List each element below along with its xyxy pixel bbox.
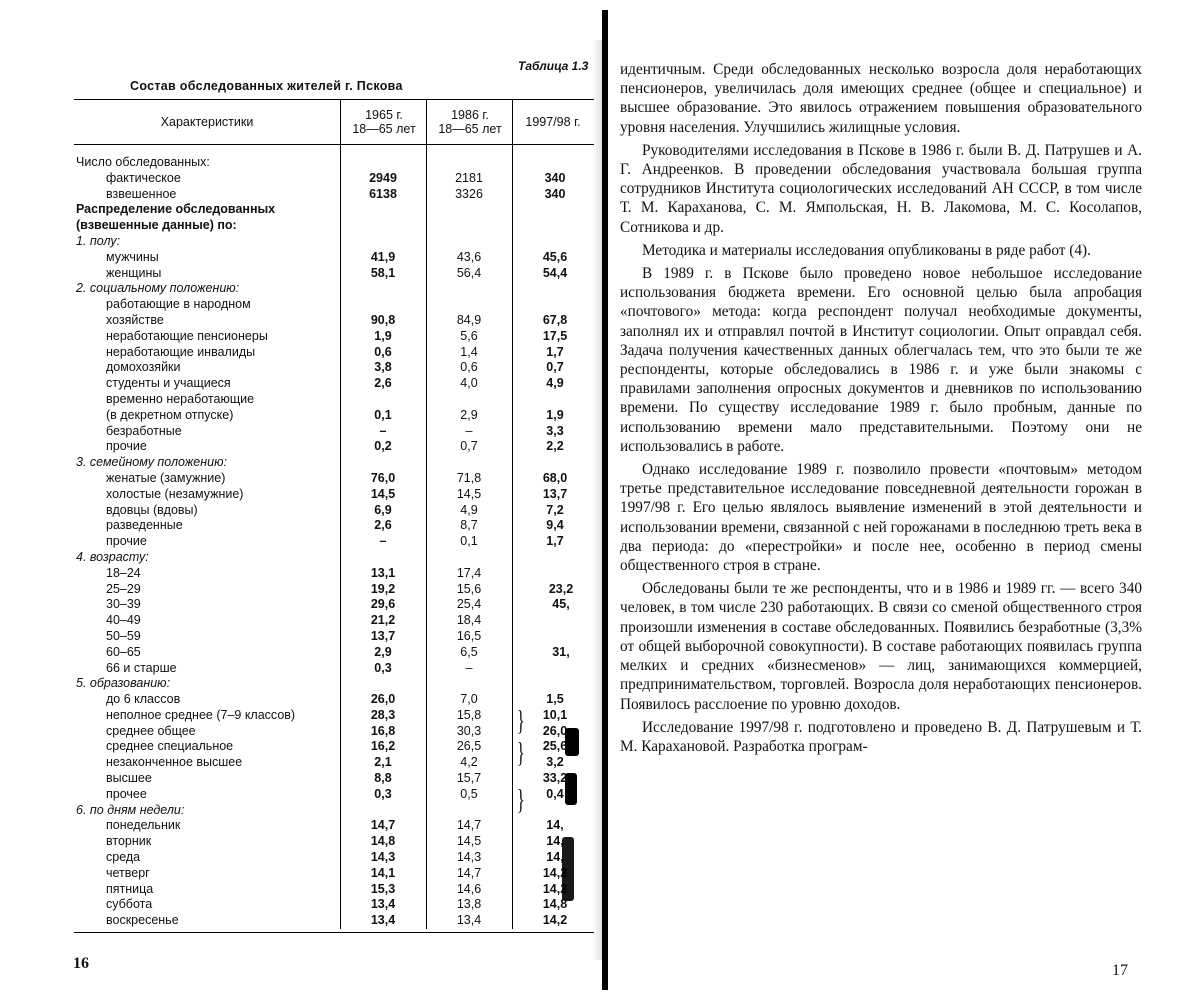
row-label: 3. семейному положению:: [76, 455, 227, 471]
cell-value: 8,7: [444, 518, 494, 534]
row-label: 60–65: [106, 645, 141, 661]
table-row: [74, 850, 594, 866]
cell-value: 6,5: [444, 645, 494, 661]
cell-value: 13,4: [444, 913, 494, 929]
cell-value: 16,5: [444, 629, 494, 645]
cell-value: 14,3: [358, 850, 408, 866]
row-label: вдовцы (вдовы): [106, 503, 198, 519]
row-label: Распределение обследованных: [76, 202, 275, 218]
cell-value: 4,9: [444, 503, 494, 519]
cell-value: 2,9: [444, 408, 494, 424]
cell-value: 13,4: [358, 913, 408, 929]
cell-value: 3,8: [358, 360, 408, 376]
table-row: [74, 487, 594, 503]
cell-value: 0,3: [358, 661, 408, 677]
table-row: [74, 376, 594, 392]
scan-artifact: [565, 773, 577, 805]
row-label: среднее специальное: [106, 739, 233, 755]
cell-value: 1,7: [530, 534, 580, 550]
cell-value: 18,4: [444, 613, 494, 629]
row-label: мужчины: [106, 250, 159, 266]
row-label: взвешенное: [106, 187, 176, 203]
cell-value: 0,6: [358, 345, 408, 361]
scan-artifact: [565, 728, 579, 756]
cell-value: 4,2: [444, 755, 494, 771]
cell-value: 14,1: [358, 866, 408, 882]
table-row: [74, 266, 594, 282]
cell-value: 2,1: [358, 755, 408, 771]
table-row: [74, 897, 594, 913]
cell-value: 28,3: [358, 708, 408, 724]
book-spine: [602, 10, 608, 990]
table-row: [74, 455, 594, 471]
row-label: неработающие пенсионеры: [106, 329, 268, 345]
cell-value: 17,4: [444, 566, 494, 582]
table-row: [74, 202, 594, 218]
cell-value: 4,0: [444, 376, 494, 392]
cell-value: 25,6: [530, 739, 580, 755]
cell-value: 25,4: [444, 597, 494, 613]
cell-value: 14,2: [530, 913, 580, 929]
cell-value: 0,7: [444, 439, 494, 455]
cell-value: 3,3: [530, 424, 580, 440]
cell-value: 2181: [444, 171, 494, 187]
row-label: воскресенье: [106, 913, 179, 929]
row-label: неработающие инвалиды: [106, 345, 255, 361]
cell-value: 14,7: [358, 818, 408, 834]
row-label: разведенные: [106, 518, 183, 534]
cell-value: –: [444, 424, 494, 440]
cell-value: 68,0: [530, 471, 580, 487]
cell-value: 15,8: [444, 708, 494, 724]
paragraph: Однако исследование 1989 г. позволило провести «почтовым» методом третье представительное исследование повседневной деятельности горожан в 1997/98 г. Его целью являлось выявление изменений в этой деятельности и использовании времени, связанной с ней горожанами в последнюю треть века в два периода: до «перестройки» и после нее, особенно в период смены общественного строя в стране.: [620, 460, 1142, 575]
cell-value: 13,1: [358, 566, 408, 582]
cell-value: 7,0: [444, 692, 494, 708]
cell-value: 76,0: [358, 471, 408, 487]
cell-value: 7,2: [530, 503, 580, 519]
cell-value: 26,0: [358, 692, 408, 708]
cell-value: 0,6: [444, 360, 494, 376]
cell-value: 9,4: [530, 518, 580, 534]
cell-value: 13,4: [358, 897, 408, 913]
cell-value: 30,3: [444, 724, 494, 740]
composition-table: [74, 99, 594, 933]
paragraph: Руководителями исследования в Пскове в 1986 г. были В. Д. Патрушев и А. Г. Андреенков. В проведении обследования участвовала большая группа сотрудников Института социологических исследований АН СССР, в том числе Т. М. Караханова, С. М. Ямпольская, Н. В. Лакомова, М. С. Косолапов, Сотникова и др.: [620, 141, 1142, 237]
cell-value: 14,5: [358, 487, 408, 503]
cell-value: 2,6: [358, 518, 408, 534]
body-text: [620, 60, 1142, 756]
cell-value: 3326: [444, 187, 494, 203]
row-label: 66 и старше: [106, 661, 177, 677]
cell-value: 13,8: [444, 897, 494, 913]
cell-value: 1,9: [530, 408, 580, 424]
cell-value: 2,6: [358, 376, 408, 392]
page-number-left: 16: [73, 955, 89, 973]
cell-value: 16,8: [358, 724, 408, 740]
row-label: Число обследованных:: [76, 155, 210, 171]
cell-value: 26,0: [530, 724, 580, 740]
cell-value: –: [358, 534, 408, 550]
cell-value: 3,2: [530, 755, 580, 771]
cell-value: 10,1: [530, 708, 580, 724]
age-brace-icon: }: [517, 739, 525, 769]
paragraph: Исследование 1997/98 г. подготовлено и проведено В. Д. Патрушевым и Т. М. Карахановой. Разработка програм-: [620, 718, 1142, 756]
table-row: [74, 566, 594, 582]
cell-value: 41,9: [358, 250, 408, 266]
row-label: прочие: [106, 534, 147, 550]
cell-value: 45,: [536, 597, 586, 613]
table-row: [74, 360, 594, 376]
table-label: Таблица 1.3: [518, 59, 588, 73]
cell-value: 340: [530, 187, 580, 203]
cell-value: 45,6: [530, 250, 580, 266]
cell-value: 14,2: [530, 882, 580, 898]
cell-value: 90,8: [358, 313, 408, 329]
row-label: временно неработающие: [106, 392, 254, 408]
row-label: высшее: [106, 771, 152, 787]
row-label: студенты и учащиеся: [106, 376, 231, 392]
row-label: безработные: [106, 424, 182, 440]
cell-value: 16,2: [358, 739, 408, 755]
row-label: 1. полу:: [76, 234, 120, 250]
cell-value: 84,9: [444, 313, 494, 329]
cell-value: 71,8: [444, 471, 494, 487]
table-row: [74, 392, 594, 408]
cell-value: 1,5: [530, 692, 580, 708]
cell-value: 23,2: [536, 582, 586, 598]
cell-value: 1,4: [444, 345, 494, 361]
table-row: [74, 218, 594, 234]
cell-value: 15,3: [358, 882, 408, 898]
cell-value: 33,2: [530, 771, 580, 787]
cell-value: 0,5: [444, 787, 494, 803]
paragraph: В 1989 г. в Пскове было проведено новое небольшое исследование использования бюджета времени. Его основной целью была апробация «почтового» метода: когда респондент получал необходимые документы, заполнял их и отправлял почтой в Институт социологии. Опыт оправдал себя. Задача получения качественных данных облегчалась тем, что это были те же респонденты, которые обследовались в 1986 г. и уже были знакомы с правилами заполнения опросных документов и дневников по использованию времени. По существу исследование 1989 г. было пробным, данные по использованию времени мало представительными. Поэтому они не использовались в работе.: [620, 264, 1142, 456]
cell-value: –: [358, 424, 408, 440]
cell-value: 14,8: [530, 897, 580, 913]
row-label: работающие в народном: [106, 297, 251, 313]
table-header: [74, 99, 594, 145]
row-label: пятница: [106, 882, 153, 898]
table-row: [74, 818, 594, 834]
row-label: женщины: [106, 266, 161, 282]
cell-value: 6,9: [358, 503, 408, 519]
header-characteristics: Характеристики: [74, 100, 340, 144]
row-label: 50–59: [106, 629, 141, 645]
row-label: 6. по дням недели:: [76, 803, 184, 819]
row-label: фактическое: [106, 171, 181, 187]
row-label: четверг: [106, 866, 150, 882]
table-row: [74, 329, 594, 345]
table-row: [74, 250, 594, 266]
cell-value: 4,9: [530, 376, 580, 392]
cell-value: –: [444, 661, 494, 677]
cell-value: 0,1: [358, 408, 408, 424]
table-body: [74, 145, 594, 929]
page-number-right: 17: [1112, 962, 1128, 980]
row-label: до 6 классов: [106, 692, 180, 708]
table-row: [74, 882, 594, 898]
cell-value: 54,4: [530, 266, 580, 282]
table-row: [74, 597, 594, 613]
cell-value: 14,6: [444, 882, 494, 898]
paragraph: Обследованы были те же респонденты, что и в 1986 и 1989 гг. — всего 340 человек, в том числе 230 работающих. В связи со сменой общественного строя произошли изменения в составе обследованных. Появились безработные (3,3% от общей выборочной совокупности). В составе работающих появилась группа мелких и средних «бизнесменов» — лиц, занимающихся коммерцией, предпринимательством, торговлей. Возросла доля неработающих пенсионеров. Появилось расслоение по уровню доходов.: [620, 579, 1142, 713]
cell-value: 29,6: [358, 597, 408, 613]
row-label: 18–24: [106, 566, 141, 582]
table-row: [74, 518, 594, 534]
age-brace-icon: }: [517, 707, 525, 737]
row-label: 2. социальному положению:: [76, 281, 239, 297]
table-row: [74, 187, 594, 203]
table-row: [74, 439, 594, 455]
cell-value: 43,6: [444, 250, 494, 266]
header-1986: 1986 г. 18—65 лет: [426, 100, 513, 144]
row-label: прочее: [106, 787, 147, 803]
row-label: холостые (незамужние): [106, 487, 243, 503]
row-label: вторник: [106, 834, 151, 850]
cell-value: 1,9: [358, 329, 408, 345]
row-label: (в декретном отпуске): [106, 408, 233, 424]
table-row: [74, 424, 594, 440]
cell-value: 2,2: [530, 439, 580, 455]
paragraph: идентичным. Среди обследованных несколько возросла доля неработающих пенсионеров, увеличилась доля имеющих среднее (общее и специальное) и высшее образование. Это явилось отражением повышения образовательного уровня населения. Улучшились жилищные условия.: [620, 60, 1142, 137]
table-row: [74, 171, 594, 187]
cell-value: 14,: [530, 818, 580, 834]
table-row: [74, 645, 594, 661]
row-label: неполное среднее (7–9 классов): [106, 708, 295, 724]
header-1965: 1965 г. 18—65 лет: [340, 100, 427, 144]
row-label: женатые (замужние): [106, 471, 225, 487]
table-row: [74, 534, 594, 550]
table-row: [74, 550, 594, 566]
row-label: 4. возрасту:: [76, 550, 149, 566]
cell-value: 14,7: [444, 818, 494, 834]
cell-value: 2949: [358, 171, 408, 187]
table-row: [74, 503, 594, 519]
row-label: (взвешенные данные) по:: [76, 218, 237, 234]
row-label: незаконченное высшее: [106, 755, 242, 771]
table-row: [74, 613, 594, 629]
row-label: среда: [106, 850, 140, 866]
cell-value: 14,7: [444, 866, 494, 882]
cell-value: 26,5: [444, 739, 494, 755]
table-row: [74, 913, 594, 929]
cell-value: 0,3: [358, 787, 408, 803]
table-row: [74, 582, 594, 598]
table-row: [74, 297, 594, 313]
table-row: [74, 155, 594, 171]
table-row: [74, 281, 594, 297]
age-brace-icon: }: [517, 786, 525, 816]
cell-value: 56,4: [444, 266, 494, 282]
cell-value: 5,6: [444, 329, 494, 345]
cell-value: 31,: [536, 645, 586, 661]
cell-value: 2,9: [358, 645, 408, 661]
cell-value: 14,2: [530, 866, 580, 882]
row-label: прочие: [106, 439, 147, 455]
cell-value: 21,2: [358, 613, 408, 629]
row-label: понедельник: [106, 818, 180, 834]
table-title: Состав обследованных жителей г. Пскова: [130, 79, 403, 93]
cell-value: 14,5: [444, 487, 494, 503]
cell-value: 13,7: [358, 629, 408, 645]
cell-value: 14,5: [444, 834, 494, 850]
row-label: домохозяйки: [106, 360, 181, 376]
scan-artifact: [562, 837, 574, 901]
header-1997: 1997/98 г.: [512, 100, 593, 144]
cell-value: 8,8: [358, 771, 408, 787]
paragraph: Методика и материалы исследования опубликованы в ряде работ (4).: [620, 241, 1142, 260]
table-row: [74, 234, 594, 250]
table-row: [74, 471, 594, 487]
cell-value: 6138: [358, 187, 408, 203]
row-label: 40–49: [106, 613, 141, 629]
cell-value: 58,1: [358, 266, 408, 282]
cell-value: 15,6: [444, 582, 494, 598]
table-row: [74, 676, 594, 692]
table-row: [74, 866, 594, 882]
table-row: [74, 629, 594, 645]
row-label: 30–39: [106, 597, 141, 613]
row-label: 5. образованию:: [76, 676, 170, 692]
cell-value: 14,: [530, 850, 580, 866]
cell-value: 14,: [530, 834, 580, 850]
table-row: [74, 661, 594, 677]
cell-value: 0,7: [530, 360, 580, 376]
cell-value: 14,8: [358, 834, 408, 850]
cell-value: 340: [530, 171, 580, 187]
row-label: хозяйстве: [106, 313, 164, 329]
cell-value: 1,7: [530, 345, 580, 361]
row-label: среднее общее: [106, 724, 196, 740]
cell-value: 0,1: [444, 534, 494, 550]
cell-value: 0,2: [358, 439, 408, 455]
cell-value: 13,7: [530, 487, 580, 503]
row-label: 25–29: [106, 582, 141, 598]
cell-value: 0,4: [530, 787, 580, 803]
cell-value: 14,3: [444, 850, 494, 866]
cell-value: 19,2: [358, 582, 408, 598]
table-row: [74, 834, 594, 850]
table-row: [74, 313, 594, 329]
cell-value: 67,8: [530, 313, 580, 329]
table-bottom-rule: [74, 932, 594, 933]
table-row: [74, 345, 594, 361]
table-row: [74, 408, 594, 424]
cell-value: 17,5: [530, 329, 580, 345]
cell-value: 15,7: [444, 771, 494, 787]
row-label: суббота: [106, 897, 152, 913]
